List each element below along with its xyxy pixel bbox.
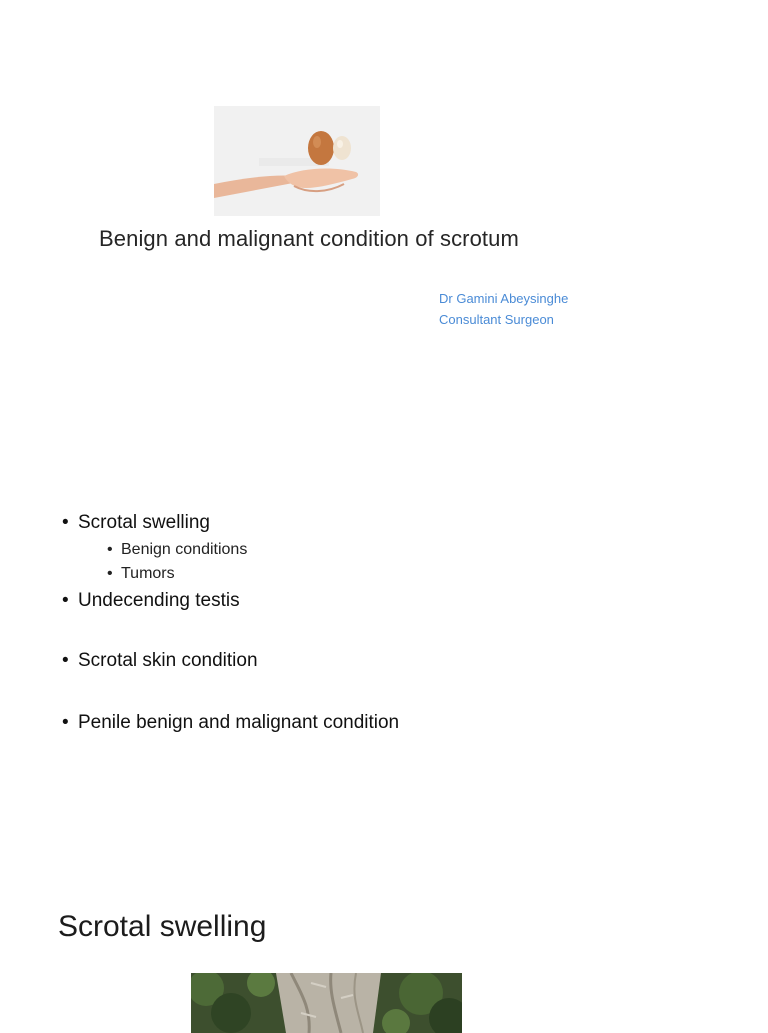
outline-slide xyxy=(0,470,768,870)
author-name: Dr Gamini Abeysinghe xyxy=(439,291,569,306)
bullet-text: Undecending testis xyxy=(78,590,240,611)
bullet-item xyxy=(62,650,399,672)
title-slide xyxy=(0,0,768,470)
bullet-text: Scrotal skin condition xyxy=(78,650,258,671)
slide-heading: Scrotal swelling xyxy=(58,910,267,943)
scrotal-swelling-slide xyxy=(0,870,768,1024)
tree-trunk-image xyxy=(191,973,462,1033)
sub-bullet-list xyxy=(78,538,399,586)
sub-bullet-item: • Tumors xyxy=(107,562,399,586)
bullet-item xyxy=(62,712,399,734)
hand-holding-eggs-image xyxy=(214,106,380,216)
bullet-text: Scrotal swelling xyxy=(78,512,210,533)
presentation-title: Benign and malignant condition of scrotum xyxy=(99,226,519,251)
bullet-item xyxy=(62,590,399,612)
outline-bullet-list xyxy=(62,512,399,734)
sub-bullet-item: • Benign conditions xyxy=(107,538,399,562)
author-role: Consultant Surgeon xyxy=(439,312,554,327)
bullet-item xyxy=(62,512,399,586)
bullet-text: Penile benign and malignant condition xyxy=(78,712,400,733)
author-block xyxy=(439,288,568,330)
